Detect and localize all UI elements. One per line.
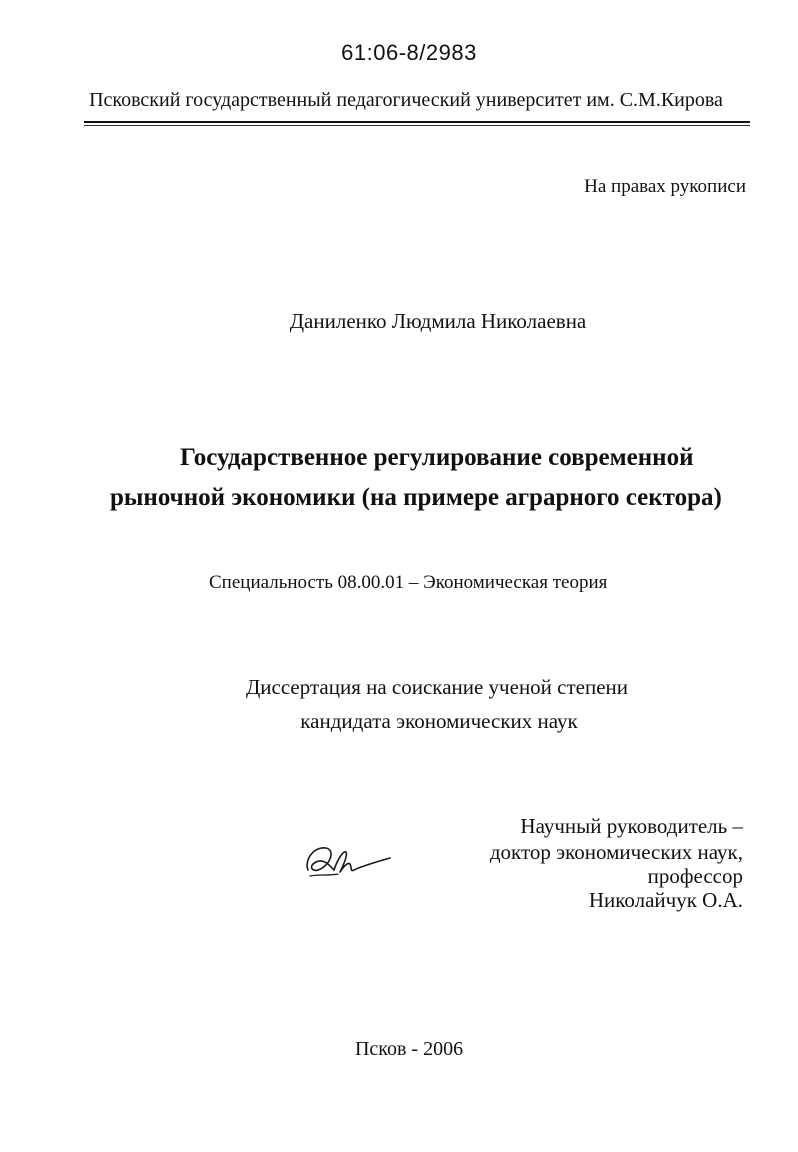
city-year: Псков - 2006 [354,1038,464,1060]
signature-icon [300,836,396,886]
author-name: Даниленко Людмила Николаевна [289,309,587,333]
specialty-line: Специальность 08.00.01 – Экономическая теория [209,572,608,593]
dissertation-line-2: кандидата экономических наук [300,709,578,733]
archive-code: 61:06-8/2983 [341,40,477,65]
supervisor-rank: профессор [647,864,743,888]
supervisor-name: Николайчук О.А. [588,888,743,912]
supervisor-degree: доктор экономических наук, [489,840,743,864]
dissertation-line-1: Диссертация на соискание ученой степени [245,675,629,699]
title-line-2: рыночной экономики (на примере аграрного сектора) [110,484,722,511]
manuscript-note: На правах рукописи [584,176,746,197]
header-divider-thick [84,121,750,123]
header-divider-thin [84,125,750,126]
university-name: Псковский государственный педагогический университет им. С.М.Кирова [89,89,723,111]
title-line-1: Государственное регулирование современной [180,444,694,471]
supervisor-role: Научный руководитель – [520,814,743,838]
